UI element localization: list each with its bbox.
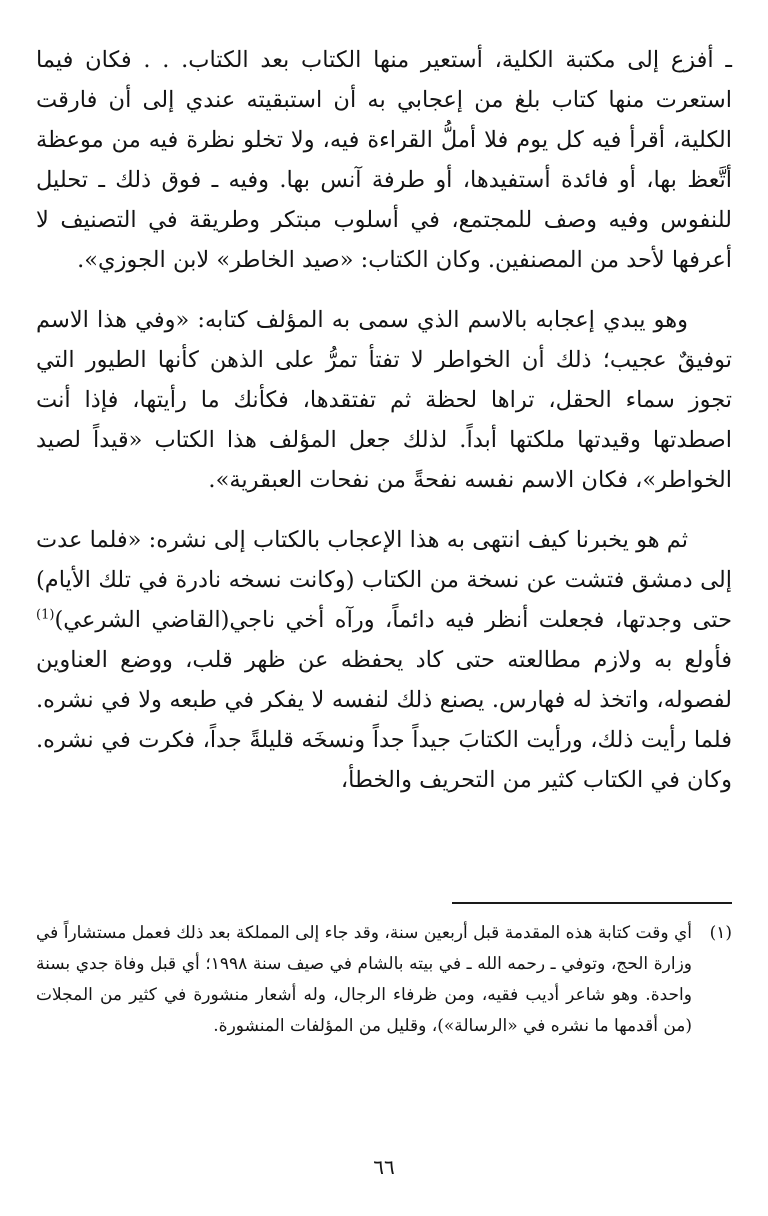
footnote-separator bbox=[452, 902, 732, 904]
paragraph-text-after-note: فأولع به ولازم مطالعته حتى كاد يحفظه عن ظهر قلب، ووضع العناوين لفصوله، واتخذ له فهارس. يصنع ذلك لنفسه لا يفكر في طبعه ولا في نشره. فلما رأيت ذلك، ورأيت الكتابَ جيداً جداً ونسخَه قليلةً جداً، فكرت في نشره. وكان في الكتاب كثير من التحريف والخطأ، bbox=[36, 647, 732, 793]
footnote-number: (١) bbox=[709, 923, 732, 943]
footnote bbox=[36, 918, 732, 1042]
footnotes bbox=[36, 918, 732, 1042]
page-number: ٦٦ bbox=[373, 1155, 395, 1179]
paragraph bbox=[36, 520, 732, 800]
book-page bbox=[36, 40, 732, 1190]
footnote-reference: (1) bbox=[36, 607, 55, 623]
paragraph bbox=[36, 40, 732, 280]
paragraph bbox=[36, 300, 732, 500]
paragraph-text: ـ أفزع إلى مكتبة الكلية، أستعير منها الكتاب بعد الكتاب. . . فكان فيما استعرت منها كتاب بلغ من إعجابي به أن استبقيته عندي إلى أن فارقت الكلية، أقرأ فيه كل يوم فلا أملُّ القراءة فيه، ولا تخلو نظرة فيه من موعظة أتَّعظ بها، أو فائدة أستفيدها، أو طرفة آنس بها. وفيه ـ فوق ذلك ـ تحليل للنفوس وفيه وصف للمجتمع، في أسلوب مبتكر وطريقة في التصنيف لا أعرفها لأحد من المصنفين. وكان الكتاب: «صيد الخاطر» لابن الجوزي». bbox=[36, 47, 732, 273]
paragraph-text: وهو يبدي إعجابه بالاسم الذي سمى به المؤلف كتابه: «وفي هذا الاسم توفيقٌ عجيب؛ ذلك أن الخواطر لا تفتأ تمرُّ على الذهن كأنها الطيور التي تجوز سماء الحقل، تراها لحظة ثم تفتقدها، فكأنك ما رأيتها، فإذا أنت اصطدتها وقيدتها ملكتها أبداً. لذلك جعل المؤلف هذا الكتاب «قيداً لصيد الخواطر»، فكان الاسم نفسه نفحةً من نفحات العبقرية». bbox=[36, 307, 732, 493]
main-text bbox=[36, 40, 732, 800]
paragraph-text bbox=[36, 520, 732, 800]
paragraph-text-before-note: ثم هو يخبرنا كيف انتهى به هذا الإعجاب بالكتاب إلى نشره: «فلما عدت إلى دمشق فتشت عن نسخة من الكتاب (وكانت نسخه نادرة في تلك الأيام) حتى وجدتها، فجعلت أنظر فيه دائماً، ورآه أخي ناجي(القاضي الشرعي) bbox=[36, 527, 732, 633]
footnote-text: أي وقت كتابة هذه المقدمة قبل أربعين سنة، وقد جاء إلى المملكة بعد ذلك فعمل مستشاراً في وزارة الحج، وتوفي ـ رحمه الله ـ في بيته بالشام في صيف سنة ١٩٩٨؛ أي قبل وفاة جدي بسنة واحدة. وهو شاعر أديب فقيه، ومن ظرفاء الرجال، وله أشعار منشورة في كثير من المجلات (من أقدمها ما نشره في «الرسالة»)، وقليل من المؤلفات المنشورة. bbox=[36, 923, 692, 1036]
